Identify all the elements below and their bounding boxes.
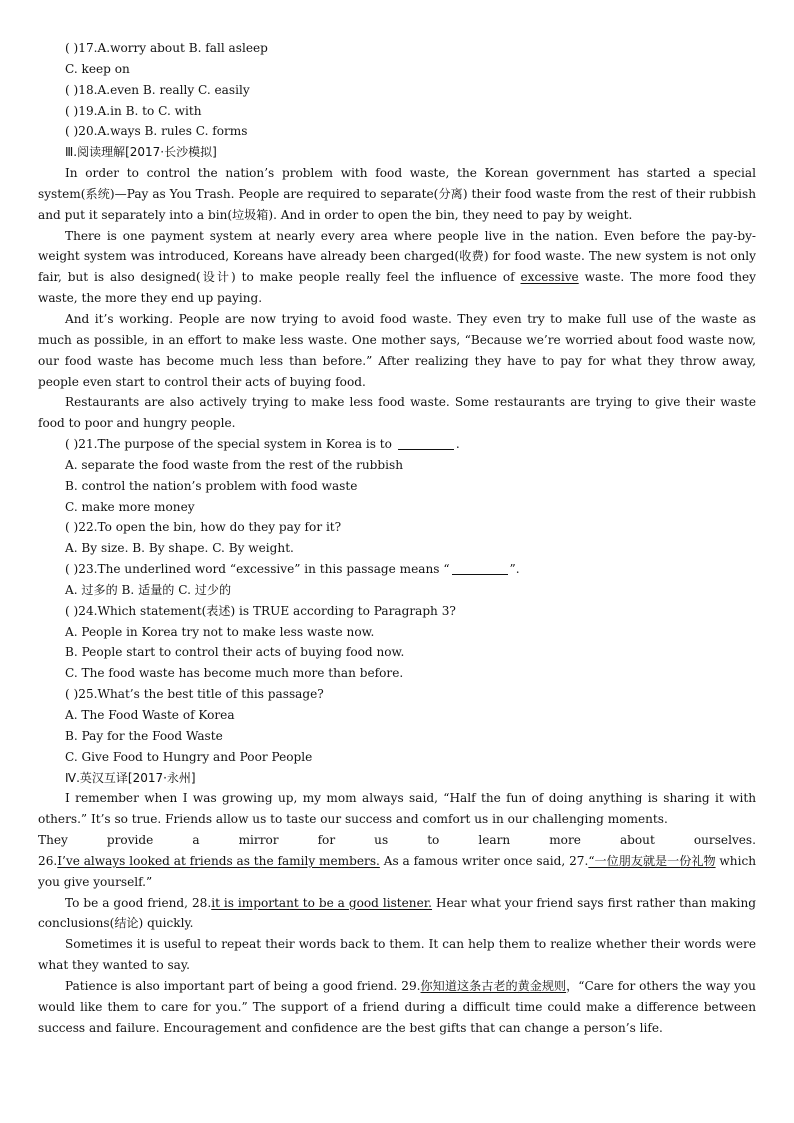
question-25: ( )25.What’s the best title of this passage? — [65, 687, 324, 702]
question-24-option-a: A. People in Korea try not to make less waste now. — [65, 624, 375, 639]
question-21-option-b: B. control the nation’s problem with food waste — [65, 478, 358, 493]
question-25-option-a: A. The Food Waste of Korea — [65, 708, 235, 722]
translation-paragraph-3: Sometimes it is useful to repeat their words back to them. It can help them to realize whether their words were what they wanted to say. — [38, 937, 756, 973]
section-4-heading: Ⅳ.英汉互译[2017·永州] — [65, 770, 196, 785]
question-23-options: A. 过多的 B. 适量的 C. 过少的 — [65, 582, 232, 597]
question-19: ( )19.A.in B. to C. with — [65, 103, 202, 118]
translation-paragraph-1: I remember when I was growing up, my mom always said, “Half the fun of doing anything is sharing it with others.” It’s so true. Friends allow us to taste our success and comfort us in our challenging moments. — [38, 791, 756, 827]
section-3-heading: Ⅲ.阅读理解[2017·长沙模拟] — [65, 145, 217, 160]
translation-sentence-28: it is important to be a good listener. — [211, 895, 433, 910]
question-24-option-b: B. People start to control their acts of buying food now. — [65, 645, 405, 660]
passage-paragraph-2: There is one payment system at nearly every area where people live in the nation. Even before the pay-by-weight system was introduced, Koreans have already been charged(收费) for food waste. The new system is not only fair, but is also designed(设计) to make people really feel the influence of excessive waste. The more food they waste, the more they end up paying. — [38, 228, 756, 306]
answer-blank — [398, 437, 454, 450]
answer-blank — [452, 562, 508, 575]
document-page — [38, 38, 756, 1039]
question-24: ( )24.Which statement(表述) is TRUE according to Paragraph 3? — [65, 603, 456, 618]
translation-paragraph-2: To be a good friend, 28.it is important to be a good listener. Hear what your friend says first rather than making conclusions(结论) quickly. — [38, 895, 756, 931]
question-22: ( )22.To open the bin, how do they pay for it? — [65, 520, 342, 535]
translation-items-26-27: 26.I’ve always looked at friends as the family members. As a famous writer once said, 27.“一位朋友就是一份礼物 which you give yourself.” — [38, 853, 757, 889]
translation-sentence-29: 你知道这条古老的黄金规则 — [420, 978, 567, 993]
question-24-option-c: C. The food waste has become much more than before. — [65, 666, 404, 681]
passage-paragraph-3: And it’s working. People are now trying to avoid food waste. They even try to make full use of the waste as much as possible, in an effort to make less waste. One mother says, “Because we’re worried about food waste now, our food waste has become much less than before.” After realizing they have to pay for what they throw away, people even start to control their acts of buying food. — [38, 311, 756, 389]
question-20: ( )20.A.ways B. rules C. forms — [65, 124, 248, 139]
question-23: ( )23.The underlined word “excessive” in this passage means “ ”. — [65, 562, 520, 577]
question-21-option-a: A. separate the food waste from the rest of the rubbish — [65, 457, 404, 472]
question-25-option-b: B. Pay for the Food Waste — [65, 728, 223, 743]
underlined-word-excessive: excessive — [520, 270, 579, 285]
passage-paragraph-1: In order to control the nation’s problem with food waste, the Korean government has started a special system(系统)—Pay as You Trash. People are required to separate(分离) their food waste from the rest of their rubbish and put it separately into a bin(垃圾箱). And in order to open the bin, they need to pay by weight. — [38, 166, 756, 222]
translation-paragraph-4: Patience is also important part of being a good friend. 29.你知道这条古老的黄金规则，“Care for others the way you would like them to care for you.” The support of a friend during a difficult time could make a difference between success and failure. Encouragement and confidence are the best gifts that can change a person’s life. — [38, 978, 756, 1035]
question-17: ( )17.A.worry about B. fall asleep — [65, 41, 268, 55]
question-25-option-c: C. Give Food to Hungry and Poor People — [65, 749, 313, 764]
mirror-sentence-line: They provide a mirror for us to learn more about ourselves. — [38, 833, 756, 848]
question-21-option-c: C. make more money — [65, 499, 195, 514]
question-17-option-c: C. keep on — [65, 61, 130, 76]
translation-sentence-26: I’ve always looked at friends as the family members. — [57, 853, 380, 868]
question-21: ( )21.The purpose of the special system in Korea is to . — [65, 437, 460, 452]
question-22-options: A. By size. B. By shape. C. By weight. — [65, 541, 294, 556]
translation-sentence-27: “一位朋友就是一份礼物 — [588, 853, 716, 868]
passage-paragraph-4: Restaurants are also actively trying to make less food waste. Some restaurants are trying to give their waste food to poor and hungry people. — [38, 395, 756, 431]
question-18: ( )18.A.even B. really C. easily — [65, 82, 250, 97]
